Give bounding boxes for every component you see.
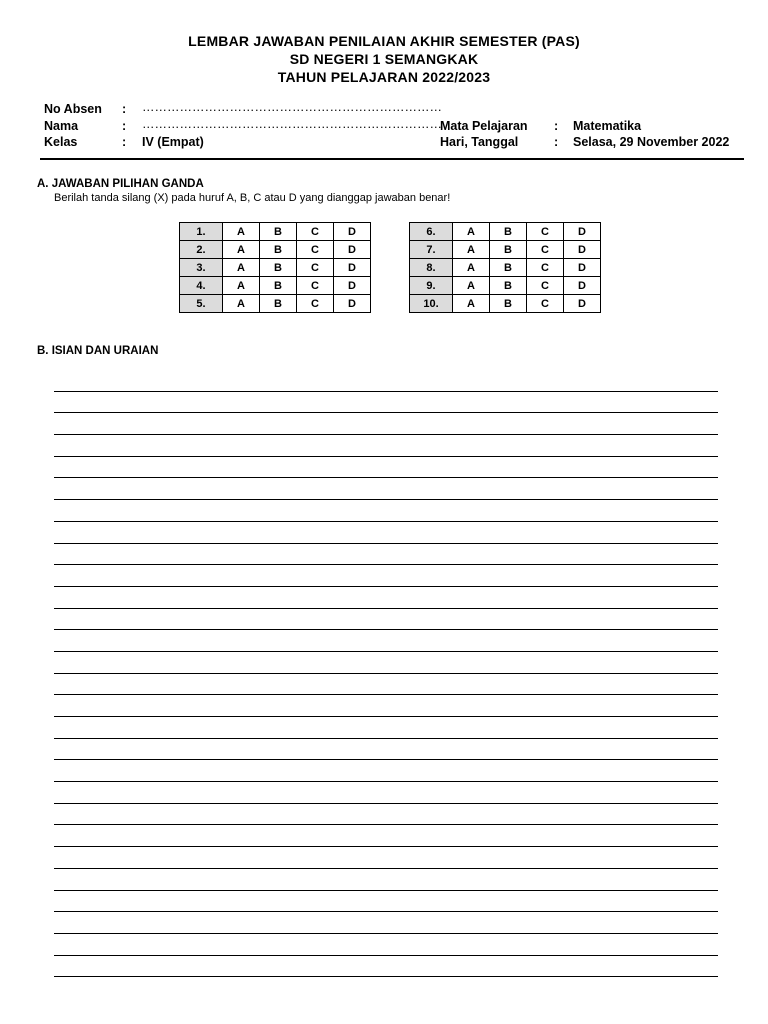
question-number: 9.: [410, 277, 453, 295]
answer-line[interactable]: [54, 869, 718, 891]
hari-colon: :: [554, 135, 559, 149]
answer-line[interactable]: [54, 392, 718, 414]
header-line-1: LEMBAR JAWABAN PENILAIAN AKHIR SEMESTER (PAS): [188, 33, 580, 49]
answer-line[interactable]: [54, 457, 718, 479]
answer-option-c[interactable]: C: [297, 241, 334, 259]
answer-option-b[interactable]: B: [260, 277, 297, 295]
answer-line[interactable]: [54, 782, 718, 804]
answer-line[interactable]: [54, 544, 718, 566]
answer-row: [410, 223, 601, 241]
answer-option-c[interactable]: C: [527, 241, 564, 259]
kelas-label: Kelas: [44, 135, 78, 149]
section-a-instruction: Berilah tanda silang (X) pada huruf A, B, C atau D yang dianggap jawaban benar!: [54, 192, 451, 204]
answer-line[interactable]: [54, 609, 718, 631]
kelas-colon: :: [122, 135, 127, 149]
answer-option-c[interactable]: C: [527, 277, 564, 295]
answer-option-c[interactable]: C: [297, 259, 334, 277]
answer-line[interactable]: [54, 587, 718, 609]
answer-option-a[interactable]: A: [223, 277, 260, 295]
answer-option-c[interactable]: C: [527, 259, 564, 277]
kelas-value: IV (Empat): [142, 135, 204, 149]
answer-option-c[interactable]: C: [297, 295, 334, 313]
answer-row: [180, 259, 371, 277]
mapel-value: Matematika: [573, 119, 642, 133]
answer-line[interactable]: [54, 891, 718, 913]
answer-option-b[interactable]: B: [260, 295, 297, 313]
question-number: 10.: [410, 295, 453, 313]
header-line-2: SD NEGERI 1 SEMANGKAK: [289, 51, 479, 67]
answer-option-a[interactable]: A: [223, 259, 260, 277]
hari-label: Hari, Tanggal: [440, 135, 519, 149]
answer-row: [180, 277, 371, 295]
answer-option-d[interactable]: D: [564, 241, 601, 259]
no-absen-field[interactable]: ………………………………………………………………: [142, 100, 442, 114]
question-number: 3.: [180, 259, 223, 277]
nama-label: Nama: [44, 119, 79, 133]
answer-row: [410, 259, 601, 277]
answer-row: [180, 295, 371, 313]
question-number: 7.: [410, 241, 453, 259]
answer-option-c[interactable]: C: [297, 277, 334, 295]
answer-row: [410, 277, 601, 295]
answer-line[interactable]: [54, 912, 718, 934]
question-number: 2.: [180, 241, 223, 259]
answer-row: [180, 223, 371, 241]
answer-option-a[interactable]: A: [223, 223, 260, 241]
header-divider: [40, 158, 744, 160]
answer-option-d[interactable]: D: [564, 259, 601, 277]
mapel-colon: :: [554, 119, 559, 133]
answer-option-d[interactable]: D: [334, 223, 371, 241]
answer-row: [180, 241, 371, 259]
answer-option-b[interactable]: B: [490, 223, 527, 241]
answer-option-b[interactable]: B: [490, 277, 527, 295]
answer-option-d[interactable]: D: [564, 277, 601, 295]
nama-colon: :: [122, 119, 127, 133]
answer-line[interactable]: [54, 674, 718, 696]
answer-option-d[interactable]: D: [334, 259, 371, 277]
no-absen-colon: :: [122, 102, 127, 116]
answer-line[interactable]: [54, 413, 718, 435]
question-number: 4.: [180, 277, 223, 295]
answer-option-c[interactable]: C: [297, 223, 334, 241]
answer-line[interactable]: [54, 370, 718, 392]
answer-option-a[interactable]: A: [453, 277, 490, 295]
answer-option-c[interactable]: C: [527, 295, 564, 313]
answer-option-b[interactable]: B: [490, 295, 527, 313]
answer-line[interactable]: [54, 565, 718, 587]
answer-option-d[interactable]: D: [334, 277, 371, 295]
answer-line[interactable]: [54, 500, 718, 522]
answer-option-a[interactable]: A: [453, 241, 490, 259]
answer-table-right: [409, 222, 601, 313]
answer-line[interactable]: [54, 630, 718, 652]
answer-option-b[interactable]: B: [260, 259, 297, 277]
answer-line[interactable]: [54, 695, 718, 717]
hari-value: Selasa, 29 November 2022: [573, 135, 730, 149]
answer-line[interactable]: [54, 739, 718, 761]
answer-line[interactable]: [54, 478, 718, 500]
answer-option-d[interactable]: D: [334, 295, 371, 313]
answer-line[interactable]: [54, 760, 718, 782]
answer-option-b[interactable]: B: [260, 241, 297, 259]
nama-field[interactable]: ………………………………………………………………: [142, 117, 442, 131]
answer-table-left: [179, 222, 371, 313]
header-line-3: TAHUN PELAJARAN 2022/2023: [277, 69, 491, 85]
answer-line[interactable]: [54, 522, 718, 544]
section-b-title: B. ISIAN DAN URAIAN: [37, 345, 159, 357]
question-number: 8.: [410, 259, 453, 277]
answer-option-d[interactable]: D: [334, 241, 371, 259]
answer-option-c[interactable]: C: [527, 223, 564, 241]
answer-option-a[interactable]: A: [223, 295, 260, 313]
answer-option-a[interactable]: A: [453, 295, 490, 313]
answer-line[interactable]: [54, 825, 718, 847]
answer-option-b[interactable]: B: [260, 223, 297, 241]
answer-line[interactable]: [54, 804, 718, 826]
answer-option-a[interactable]: A: [223, 241, 260, 259]
answer-option-d[interactable]: D: [564, 295, 601, 313]
answer-line[interactable]: [54, 956, 718, 978]
answer-option-b[interactable]: B: [490, 259, 527, 277]
question-number: 1.: [180, 223, 223, 241]
answer-lines: [54, 370, 718, 977]
mapel-label: Mata Pelajaran: [440, 119, 528, 133]
question-number: 5.: [180, 295, 223, 313]
answer-option-a[interactable]: A: [453, 223, 490, 241]
answer-row: [410, 241, 601, 259]
answer-option-d[interactable]: D: [564, 223, 601, 241]
question-number: 6.: [410, 223, 453, 241]
section-a-title: A. JAWABAN PILIHAN GANDA: [37, 178, 204, 190]
answer-line[interactable]: [54, 435, 718, 457]
answer-option-b[interactable]: B: [490, 241, 527, 259]
answer-row: [410, 295, 601, 313]
answer-option-a[interactable]: A: [453, 259, 490, 277]
answer-line[interactable]: [54, 847, 718, 869]
answer-line[interactable]: [54, 934, 718, 956]
no-absen-label: No Absen: [44, 102, 102, 116]
answer-line[interactable]: [54, 652, 718, 674]
answer-line[interactable]: [54, 717, 718, 739]
